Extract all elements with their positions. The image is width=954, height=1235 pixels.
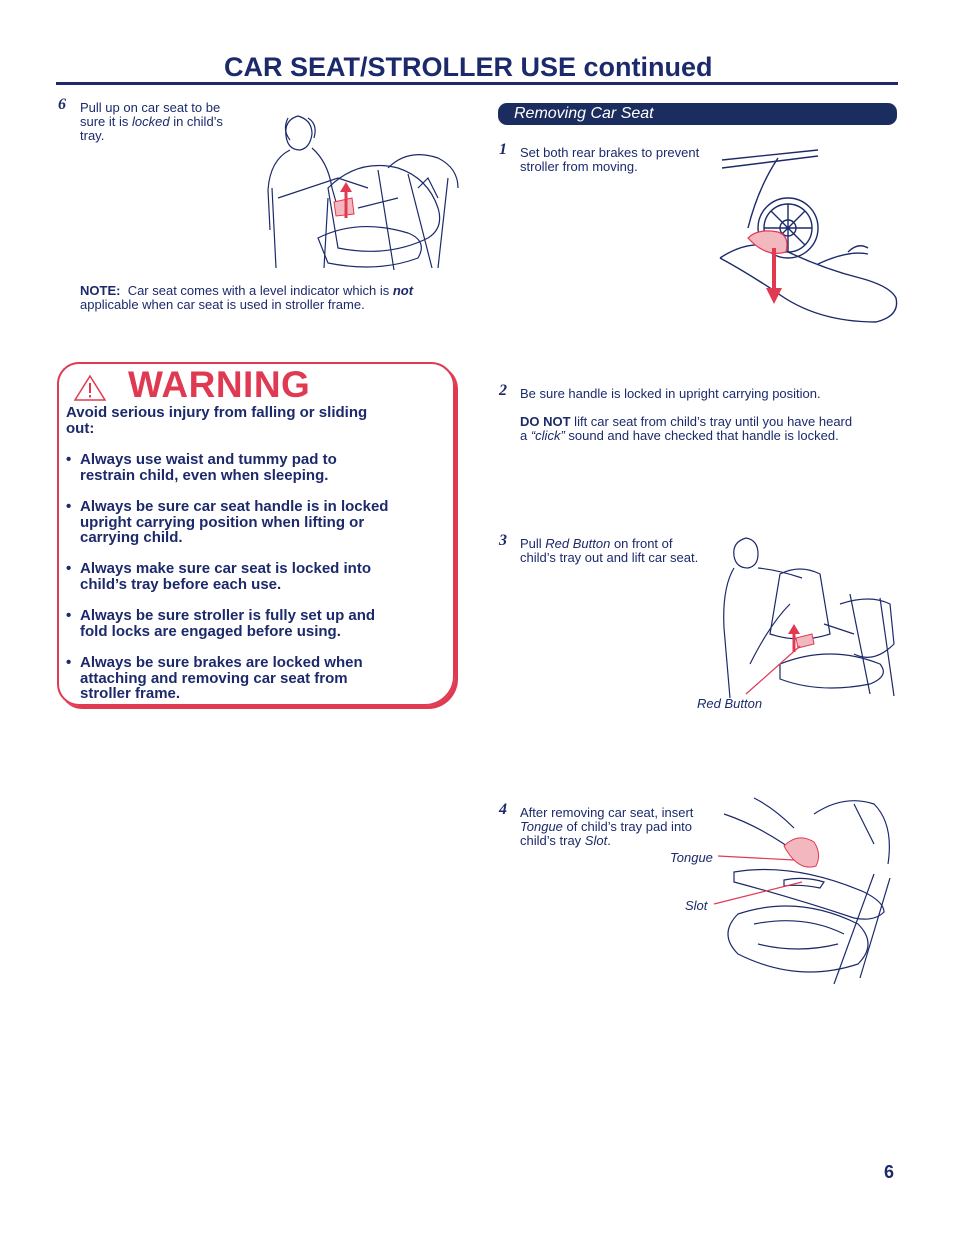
tongue-callout: Tongue — [670, 850, 713, 865]
warning-bullet: • Always make sure car seat is locked into child’s tray before each use. — [66, 560, 371, 593]
step-6-line1: Pull up on car seat to be — [80, 100, 221, 115]
note-line2: applicable when car seat is used in stroller frame. — [80, 297, 365, 312]
note-line1: NOTE: Car seat comes with a level indicator which is not — [80, 283, 414, 298]
red-button-emphasis: Red Button — [545, 536, 611, 551]
warning-bullet: • Always use waist and tummy pad to restrain child, even when sleeping. — [66, 451, 337, 484]
step-2-number: 2 — [499, 382, 507, 399]
note-label: NOTE: — [80, 283, 121, 298]
step-1-number: 1 — [499, 141, 507, 158]
slot-callout: Slot — [685, 898, 708, 913]
locked-emphasis: locked — [132, 114, 170, 129]
step-3-text: Pull Red Button on front of child’s tray out and lift car seat. — [520, 536, 699, 565]
slot-emphasis: Slot — [584, 833, 608, 848]
warning-bullet: • Always be sure stroller is fully set up and fold locks are engaged before using. — [66, 607, 376, 640]
warning-bullet: • Always be sure brakes are locked when attaching and removing car seat from stroller frame. — [66, 654, 363, 702]
section-title: Removing Car Seat — [514, 105, 654, 122]
note-emphasis: not — [392, 283, 414, 298]
illustration-lock-car-seat — [258, 98, 464, 270]
tongue-emphasis: Tongue — [520, 819, 563, 834]
step-2-donot-line: DO NOT lift car seat from child’s tray until you have heard — [520, 414, 853, 429]
warning-intro: Avoid serious injury from falling or sliding out: — [66, 404, 368, 437]
step-4-text: After removing car seat, insert Tongue of child’s tray pad into child’s tray Slot. — [520, 805, 694, 848]
warning-triangle-icon — [73, 374, 107, 402]
illustration-lift-car-seat — [720, 534, 898, 700]
step-6-line2: sure it is locked in child’s — [80, 114, 223, 129]
do-not-label: DO NOT — [520, 414, 571, 429]
step-6-number: 6 — [58, 96, 66, 113]
click-emphasis: “click” — [530, 428, 565, 443]
step-6-line3: tray. — [80, 128, 105, 143]
title-rule — [56, 82, 898, 85]
warning-bullet: • Always be sure car seat handle is in locked upright carrying position when lifting or carrying child. — [66, 498, 389, 546]
illustration-rear-brake — [718, 148, 898, 328]
step-6-text — [80, 101, 223, 143]
note-block — [80, 284, 413, 312]
step-3-number: 3 — [499, 532, 507, 549]
step-2-text: Be sure handle is locked in upright carrying position. DO NOT lift car seat from child’s tray until you have heard a “click” sound and have checked that handle is locked. — [520, 386, 853, 443]
page-title: CAR SEAT/STROLLER USE continued — [224, 52, 713, 82]
warning-title: WARNING — [128, 364, 311, 405]
page-number: 6 — [884, 1162, 895, 1182]
illustration-tray-pad — [714, 794, 898, 984]
step-1-text: Set both rear brakes to prevent stroller from moving. — [520, 145, 700, 174]
red-button-callout: Red Button — [697, 696, 763, 711]
step-4-number: 4 — [499, 801, 507, 818]
